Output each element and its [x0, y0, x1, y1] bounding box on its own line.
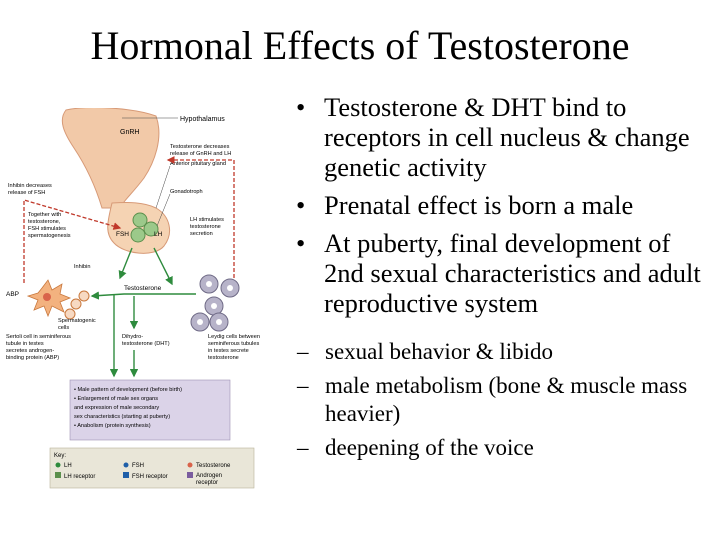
key-lh-receptor-icon	[55, 472, 61, 478]
leydig-cells	[191, 275, 239, 331]
key-androgen-receptor-label: Androgen receptor	[196, 473, 223, 486]
key-fsh-icon	[124, 463, 129, 468]
bullet-text: Prenatal effect is born a male	[324, 190, 634, 220]
effects-text: • Male pattern of development (before birth) • Enlargement of male sex organs and expression of male secondary sex characteristics (starting at puberty) • Anabolism (protein synthesis)	[74, 387, 182, 429]
key-testosterone-icon	[188, 463, 193, 468]
lh-arrow	[154, 248, 172, 284]
sub-bullet-text: male metabolism (bone & muscle mass heavier)	[325, 373, 688, 426]
sub-bullet-text: deepening of the voice	[325, 435, 534, 460]
together-with-label: Together with testosterone, FSH stimulates spermatogenesis	[28, 212, 71, 239]
gonadotroph-cell	[131, 228, 145, 242]
bullet-marker: •	[296, 228, 306, 258]
sub-bullet-marker: –	[297, 339, 309, 364]
testosterone-hormonal-regulation-diagram	[4, 108, 292, 528]
fsh-arrow	[120, 248, 132, 278]
fsh-label: FSH	[116, 231, 129, 238]
lh-stimulates-label: LH stimulates testosterone secretion	[190, 217, 224, 237]
bullet-item	[296, 92, 714, 182]
key-fsh-receptor-label: FSH receptor	[132, 474, 168, 480]
inhibin-decreases-label: Inhibin decreases release of FSH	[8, 183, 52, 196]
sub-bullet-marker: –	[297, 373, 309, 398]
bullet-text: At puberty, final development of 2nd sexual characteristics and adult reproductive system	[324, 228, 701, 318]
testosterone-decreases-label: Testosterone decreases release of GnRH and LH	[170, 144, 232, 157]
bullet-text: Testosterone & DHT bind to receptors in cell nucleus & change genetic activity	[324, 92, 690, 182]
sub-bullet-item	[296, 338, 714, 366]
sub-bullet-list	[296, 338, 714, 462]
sub-bullet-item	[296, 434, 714, 462]
key-testosterone-label: Testosterone	[196, 463, 231, 469]
spermatogenic-label: Spermatogenic cells	[58, 318, 96, 331]
bullet-marker: •	[296, 92, 306, 122]
sertoli-cell	[28, 280, 70, 316]
key-title: Key:	[54, 453, 67, 459]
lh-label: LH	[154, 231, 163, 238]
key-fsh-label: FSH	[132, 463, 144, 469]
slide-title: Hormonal Effects of Testosterone	[90, 23, 630, 68]
bullet-item	[296, 228, 714, 318]
key-lh-label: LH	[64, 463, 72, 469]
pituitary-leader	[156, 166, 170, 208]
bullet-marker: •	[296, 190, 306, 220]
testosterone-label: Testosterone	[124, 285, 162, 292]
leydig-label: Leydig cells between seminiferous tubules in testes secrete testosterone	[208, 334, 260, 361]
key-lh-icon	[56, 463, 61, 468]
anterior-pituitary-label: Anterior pituitary gland	[170, 161, 226, 167]
spermatogenic-cells	[65, 291, 89, 319]
gnrh-label: GnRH	[120, 129, 140, 136]
key-fsh-receptor-icon	[123, 472, 129, 478]
hypothalamus-label: Hypothalamus	[180, 116, 225, 123]
dht-label: Dihydro- testosterone (DHT)	[122, 334, 170, 347]
hypothalamus-tissue	[62, 108, 159, 208]
bullet-list	[296, 92, 714, 468]
sertoli-label: Sertoli cell in seminiferous tubule in testes secretes androgen- binding protein (ABP)	[6, 334, 71, 361]
gonadotroph-label: Gonadotroph	[170, 189, 203, 195]
sub-bullet-marker: –	[297, 435, 309, 460]
key-androgen-receptor-icon	[187, 472, 193, 478]
bullet-item	[296, 190, 714, 220]
testosterone-to-sertoli-arrow	[92, 294, 196, 296]
sub-bullet-item	[296, 372, 714, 428]
sub-bullet-text: sexual behavior & libido	[325, 339, 554, 364]
inhibin-label: Inhibin	[74, 264, 91, 270]
abp-label: ABP	[6, 291, 20, 298]
key-lh-receptor-label: LH receptor	[64, 474, 96, 480]
